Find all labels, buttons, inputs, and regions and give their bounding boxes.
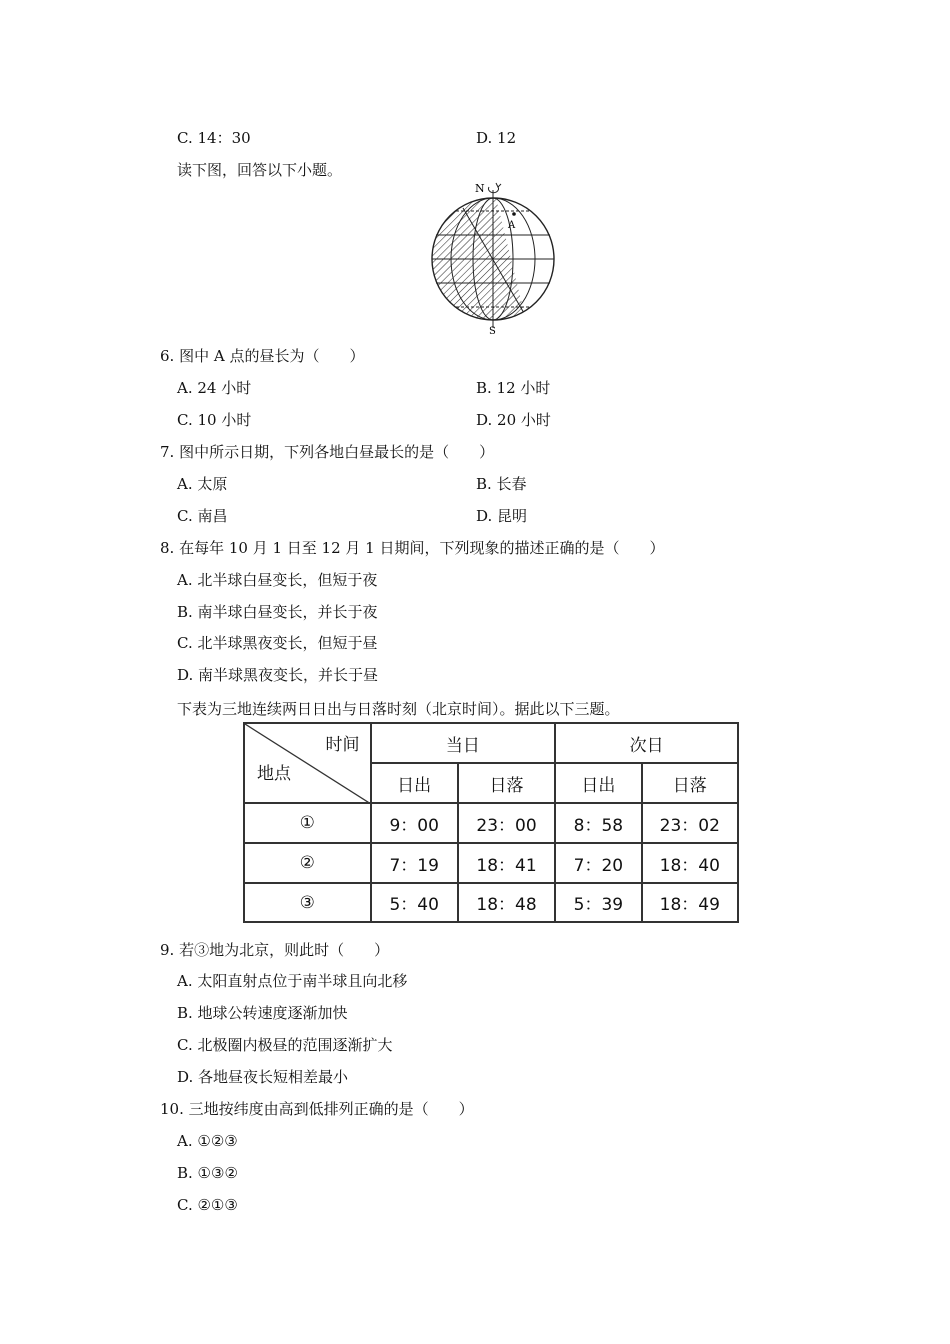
question-8-stem: 8. 在每年 10 月 1 日至 12 月 1 日期间，下列现象的描述正确的是（ ） <box>160 539 665 557</box>
corner-label-time: 时间 <box>325 735 360 755</box>
time-cell: 9：00 <box>371 803 458 843</box>
time-cell: 18：48 <box>458 883 555 922</box>
question-6-option-d: D. 20 小时 <box>476 411 551 429</box>
table-row <box>244 883 738 922</box>
header-sunrise-day2: 日出 <box>555 763 641 803</box>
point-a-label: A <box>508 220 516 231</box>
time-cell: 18：49 <box>642 883 738 922</box>
place-cell: ② <box>244 843 371 883</box>
time-cell: 23：00 <box>458 803 555 843</box>
option-d-q5: D. 12 <box>476 129 517 147</box>
question-8-option-c: C. 北半球黑夜变长，但短于昼 <box>177 634 378 652</box>
time-cell: 8：58 <box>555 803 641 843</box>
question-6-option-b: B. 12 小时 <box>476 379 551 397</box>
question-10-option-c: C. ②①③ <box>177 1196 238 1214</box>
time-cell: 23：02 <box>642 803 738 843</box>
question-9-stem: 9. 若③地为北京，则此时（ ） <box>160 941 390 959</box>
header-sunset-day2: 日落 <box>642 763 738 803</box>
time-cell: 7：19 <box>371 843 458 883</box>
question-7-option-c: C. 南昌 <box>177 507 228 525</box>
reading-instruction: 读下图，回答以下小题。 <box>177 161 343 179</box>
table-intro: 下表为三地连续两日日出与日落时刻（北京时间）。据此以下三题。 <box>177 700 620 718</box>
question-9-option-a: A. 太阳直射点位于南半球且向北移 <box>177 972 408 990</box>
question-10-stem: 10. 三地按纬度由高到低排列正确的是（ ） <box>160 1100 474 1118</box>
question-7-stem: 7. 图中所示日期，下列各地白昼最长的是（ ） <box>160 443 495 461</box>
header-day2: 次日 <box>555 723 738 763</box>
place-cell: ① <box>244 803 371 843</box>
question-9-option-c: C. 北极圈内极昼的范围逐渐扩大 <box>177 1036 393 1054</box>
question-9-option-b: B. 地球公转速度逐渐加快 <box>177 1004 348 1022</box>
question-7-option-a: A. 太原 <box>177 475 228 493</box>
question-10-option-b: B. ①③② <box>177 1164 238 1182</box>
arrowhead-icon <box>496 183 501 187</box>
north-label: N <box>475 182 485 195</box>
table-row <box>244 843 738 883</box>
time-cell: 18：40 <box>642 843 738 883</box>
place-cell: ③ <box>244 883 371 922</box>
header-day1: 当日 <box>371 723 556 763</box>
option-c-q5: C. 14：30 <box>177 129 251 147</box>
question-6-option-a: A. 24 小时 <box>177 379 252 397</box>
question-6-stem: 6. 图中 A 点的昼长为（ ） <box>160 347 365 365</box>
table-corner-cell <box>244 723 371 803</box>
question-8-option-b: B. 南半球白昼变长，并长于夜 <box>177 603 378 621</box>
question-8-option-d: D. 南半球黑夜变长，并长于昼 <box>177 666 379 684</box>
globe-diagram <box>418 178 568 334</box>
south-label: S <box>489 326 496 334</box>
corner-label-place: 地点 <box>257 764 291 784</box>
time-cell: 5：39 <box>555 883 641 922</box>
question-6-option-c: C. 10 小时 <box>177 411 252 429</box>
question-7-option-b: B. 长春 <box>476 475 527 493</box>
question-10-option-a: A. ①②③ <box>177 1132 238 1150</box>
time-cell: 18：41 <box>458 843 555 883</box>
table-row <box>244 803 738 843</box>
question-9-option-d: D. 各地昼夜长短相差最小 <box>177 1068 349 1086</box>
question-8-option-a: A. 北半球白昼变长，但短于夜 <box>177 571 378 589</box>
header-sunset-day1: 日落 <box>458 763 555 803</box>
point-a-marker <box>512 212 516 216</box>
time-cell: 5：40 <box>371 883 458 922</box>
sunrise-sunset-table <box>243 722 739 923</box>
time-cell: 7：20 <box>555 843 641 883</box>
question-7-option-d: D. 昆明 <box>476 507 528 525</box>
header-sunrise-day1: 日出 <box>371 763 458 803</box>
